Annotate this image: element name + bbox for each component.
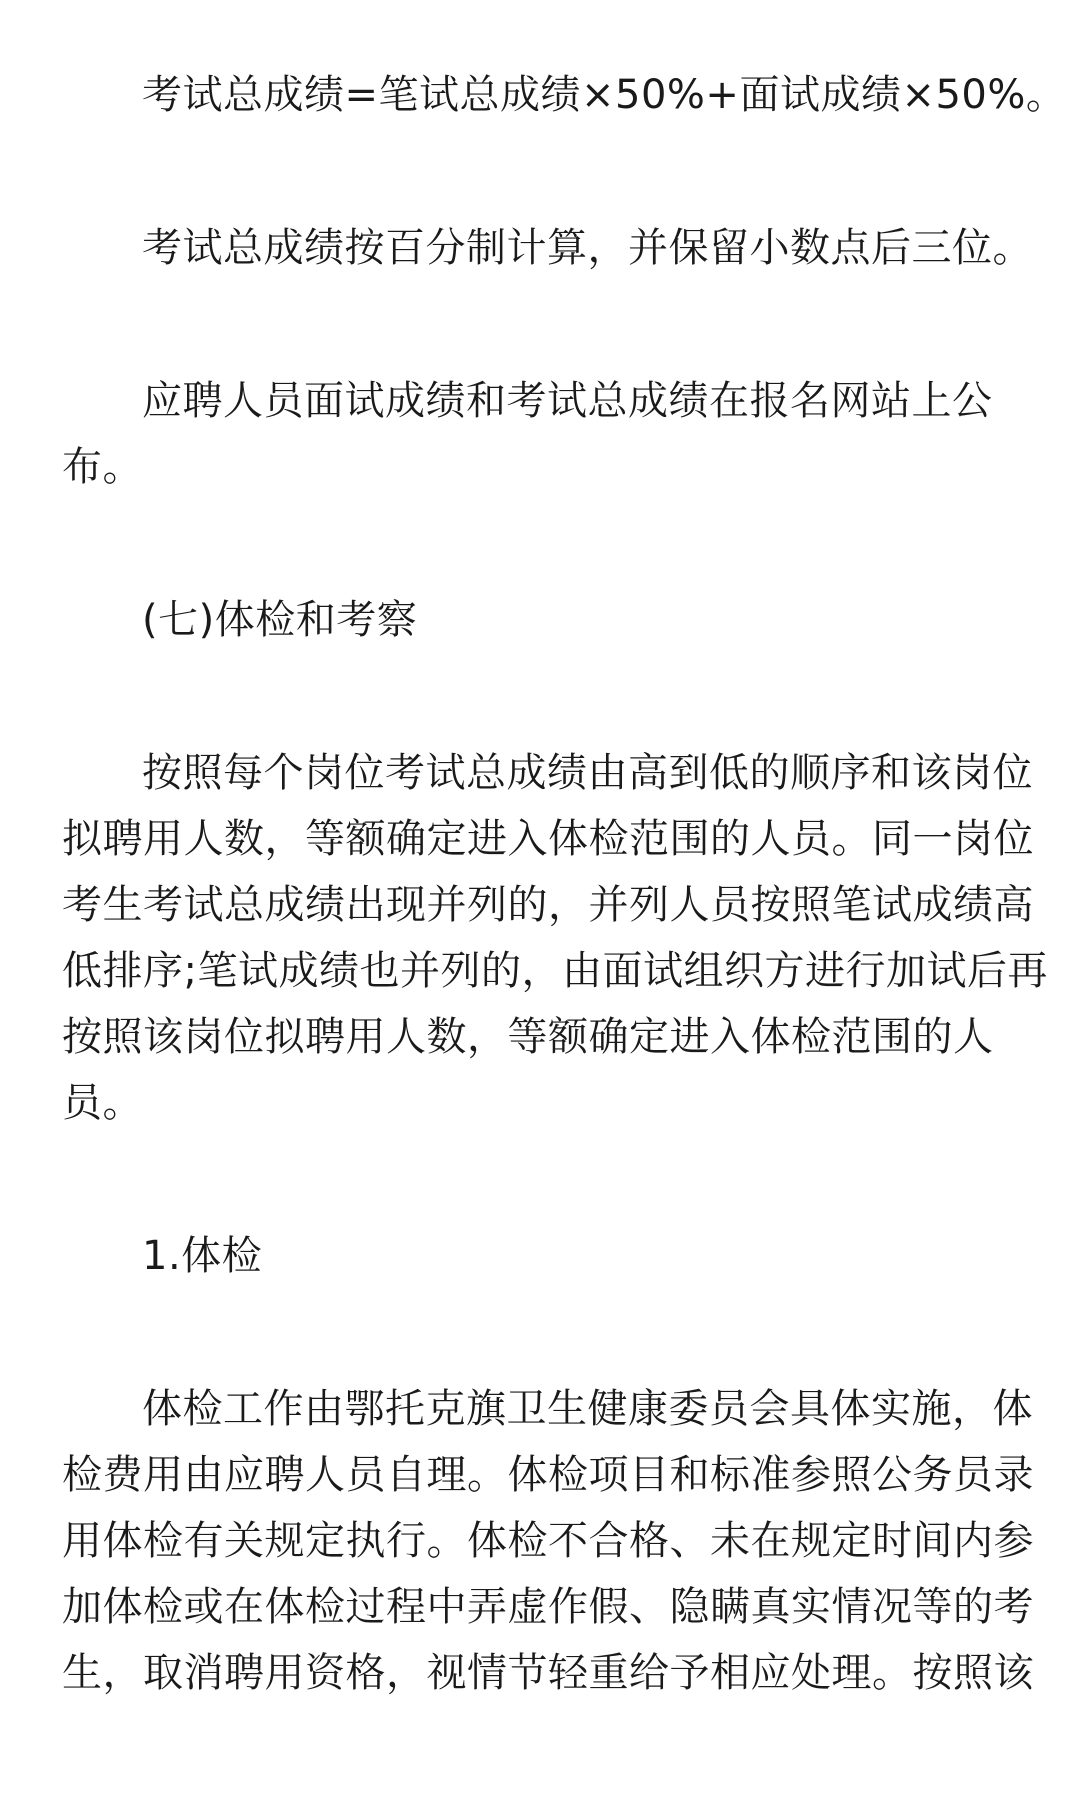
paragraph-line: 考试总成绩按百分制计算，并保留小数点后三位。 <box>142 225 1033 271</box>
paragraph-line: 加体检或在体检过程中弄虚作假、隐瞒真实情况等的考 <box>62 1584 1034 1630</box>
paragraph-line: 检费用由应聘人员自理。体检项目和标准参照公务员录 <box>62 1452 1034 1498</box>
subsection-heading: 1.体检 <box>142 1233 263 1279</box>
paragraph-line: 按照该岗位拟聘用人数，等额确定进入体检范围的人 <box>62 1014 994 1060</box>
paragraph-line: 员。 <box>62 1080 143 1126</box>
paragraph-line: 拟聘用人数，等额确定进入体检范围的人员。同一岗位 <box>62 816 1034 862</box>
paragraph-line: 考生考试总成绩出现并列的，并列人员按照笔试成绩高 <box>62 882 1034 928</box>
paragraph-line: 应聘人员面试成绩和考试总成绩在报名网站上公 <box>142 378 993 424</box>
paragraph-line: 考试总成绩=笔试总成绩×50%+面试成绩×50%。 <box>142 72 1067 118</box>
paragraph-line: 布。 <box>62 444 143 490</box>
paragraph-line: 体检工作由鄂托克旗卫生健康委员会具体实施，体 <box>142 1386 1033 1432</box>
paragraph-line: 低排序;笔试成绩也并列的，由面试组织方进行加试后再 <box>62 948 1048 994</box>
section-heading: (七)体检和考察 <box>142 597 418 643</box>
paragraph-line: 按照每个岗位考试总成绩由高到低的顺序和该岗位 <box>142 750 1033 796</box>
paragraph-line: 生，取消聘用资格，视情节轻重给予相应处理。按照该 <box>62 1650 1034 1696</box>
paragraph-line: 用体检有关规定执行。体检不合格、未在规定时间内参 <box>62 1518 1034 1564</box>
